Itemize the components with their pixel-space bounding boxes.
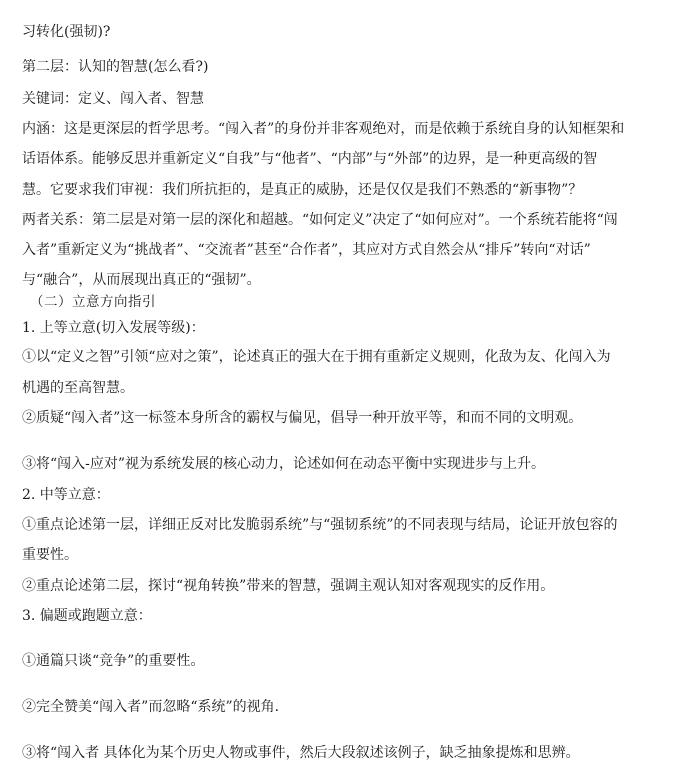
middle-item-1-line-1: ①重点论述第一层，详细正反对比发脆弱系统”与“强韧系统”的不同表现与结局，论证开放包容的 xyxy=(22,517,618,533)
off-topic-item-2: ②完全赞美“闯入者”而忽略“系统”的视角. xyxy=(22,699,280,715)
upper-item-1-line-1: ①以“定义之智”引领“应对之策”，论述真正的强大在于拥有重新定义规则，化敌为友、化闯入为 xyxy=(22,349,611,365)
tier-heading-off-topic: 3. 偏题或跑题立意： xyxy=(22,608,152,624)
keywords-line: 关键词：定义、闯入者、智慧 xyxy=(22,91,204,107)
off-topic-item-1: ①通篇只谈“竞争”的重要性。 xyxy=(22,653,205,669)
upper-item-3: ③将“闯入-应对”视为系统发展的核心动力，论述如何在动态平衡中实现进步与上升。 xyxy=(22,456,546,472)
text-line-continuation: 习转化(强韧)? xyxy=(22,24,111,40)
connotation-paragraph-line-1: 内涵：这是更深层的哲学思考。“闯入者”的身份并非客观绝对，而是依赖于系统自身的认知框架和 xyxy=(22,121,625,137)
middle-item-1-line-2: 重要性。 xyxy=(22,547,78,563)
tier-heading-upper: 1. 上等立意(切入发展等级)： xyxy=(22,320,205,336)
relation-paragraph-line-1: 两者关系：第二层是对第一层的深化和超越。“如何定义”决定了“如何应对”。一个系统若能将“闯 xyxy=(22,212,618,228)
middle-item-2: ②重点论述第二层，探讨“视角转换”带来的智慧，强调主观认知对客观现实的反作用。 xyxy=(22,578,555,594)
section-heading-layer-two: 第二层：认知的智慧(怎么看?) xyxy=(22,59,209,75)
relation-paragraph-line-2: 入者”重新定义为“挑战者”、“交流者”甚至“合作者”，其应对方式自然会从“排斥”转向“对话” xyxy=(22,242,591,258)
upper-item-1-line-2: 机遇的至高智慧。 xyxy=(22,380,134,396)
section-heading-guidance: （二）立意方向指引 xyxy=(30,294,156,310)
upper-item-2: ②质疑“闯入者”这一标签本身所含的霸权与偏见，倡导一种开放平等，和而不同的文明观。 xyxy=(22,410,583,426)
relation-paragraph-line-3: 与“融合”，从而展现出真正的“强韧”。 xyxy=(22,272,261,288)
connotation-paragraph-line-3: 慧。它要求我们审视：我们所抗拒的，是真正的威胁，还是仅仅是我们不熟悉的“新事物”？ xyxy=(22,182,583,198)
off-topic-item-3: ③将“闯入者 具体化为某个历史人物或事件，然后大段叙述该例子，缺乏抽象提炼和思辨。 xyxy=(22,745,580,761)
tier-heading-middle: 2. 中等立意： xyxy=(22,487,110,503)
connotation-paragraph-line-2: 话语体系。能够反思并重新定义“自我”与“他者”、“内部”与“外部”的边界，是一种更高级的智 xyxy=(22,151,598,167)
